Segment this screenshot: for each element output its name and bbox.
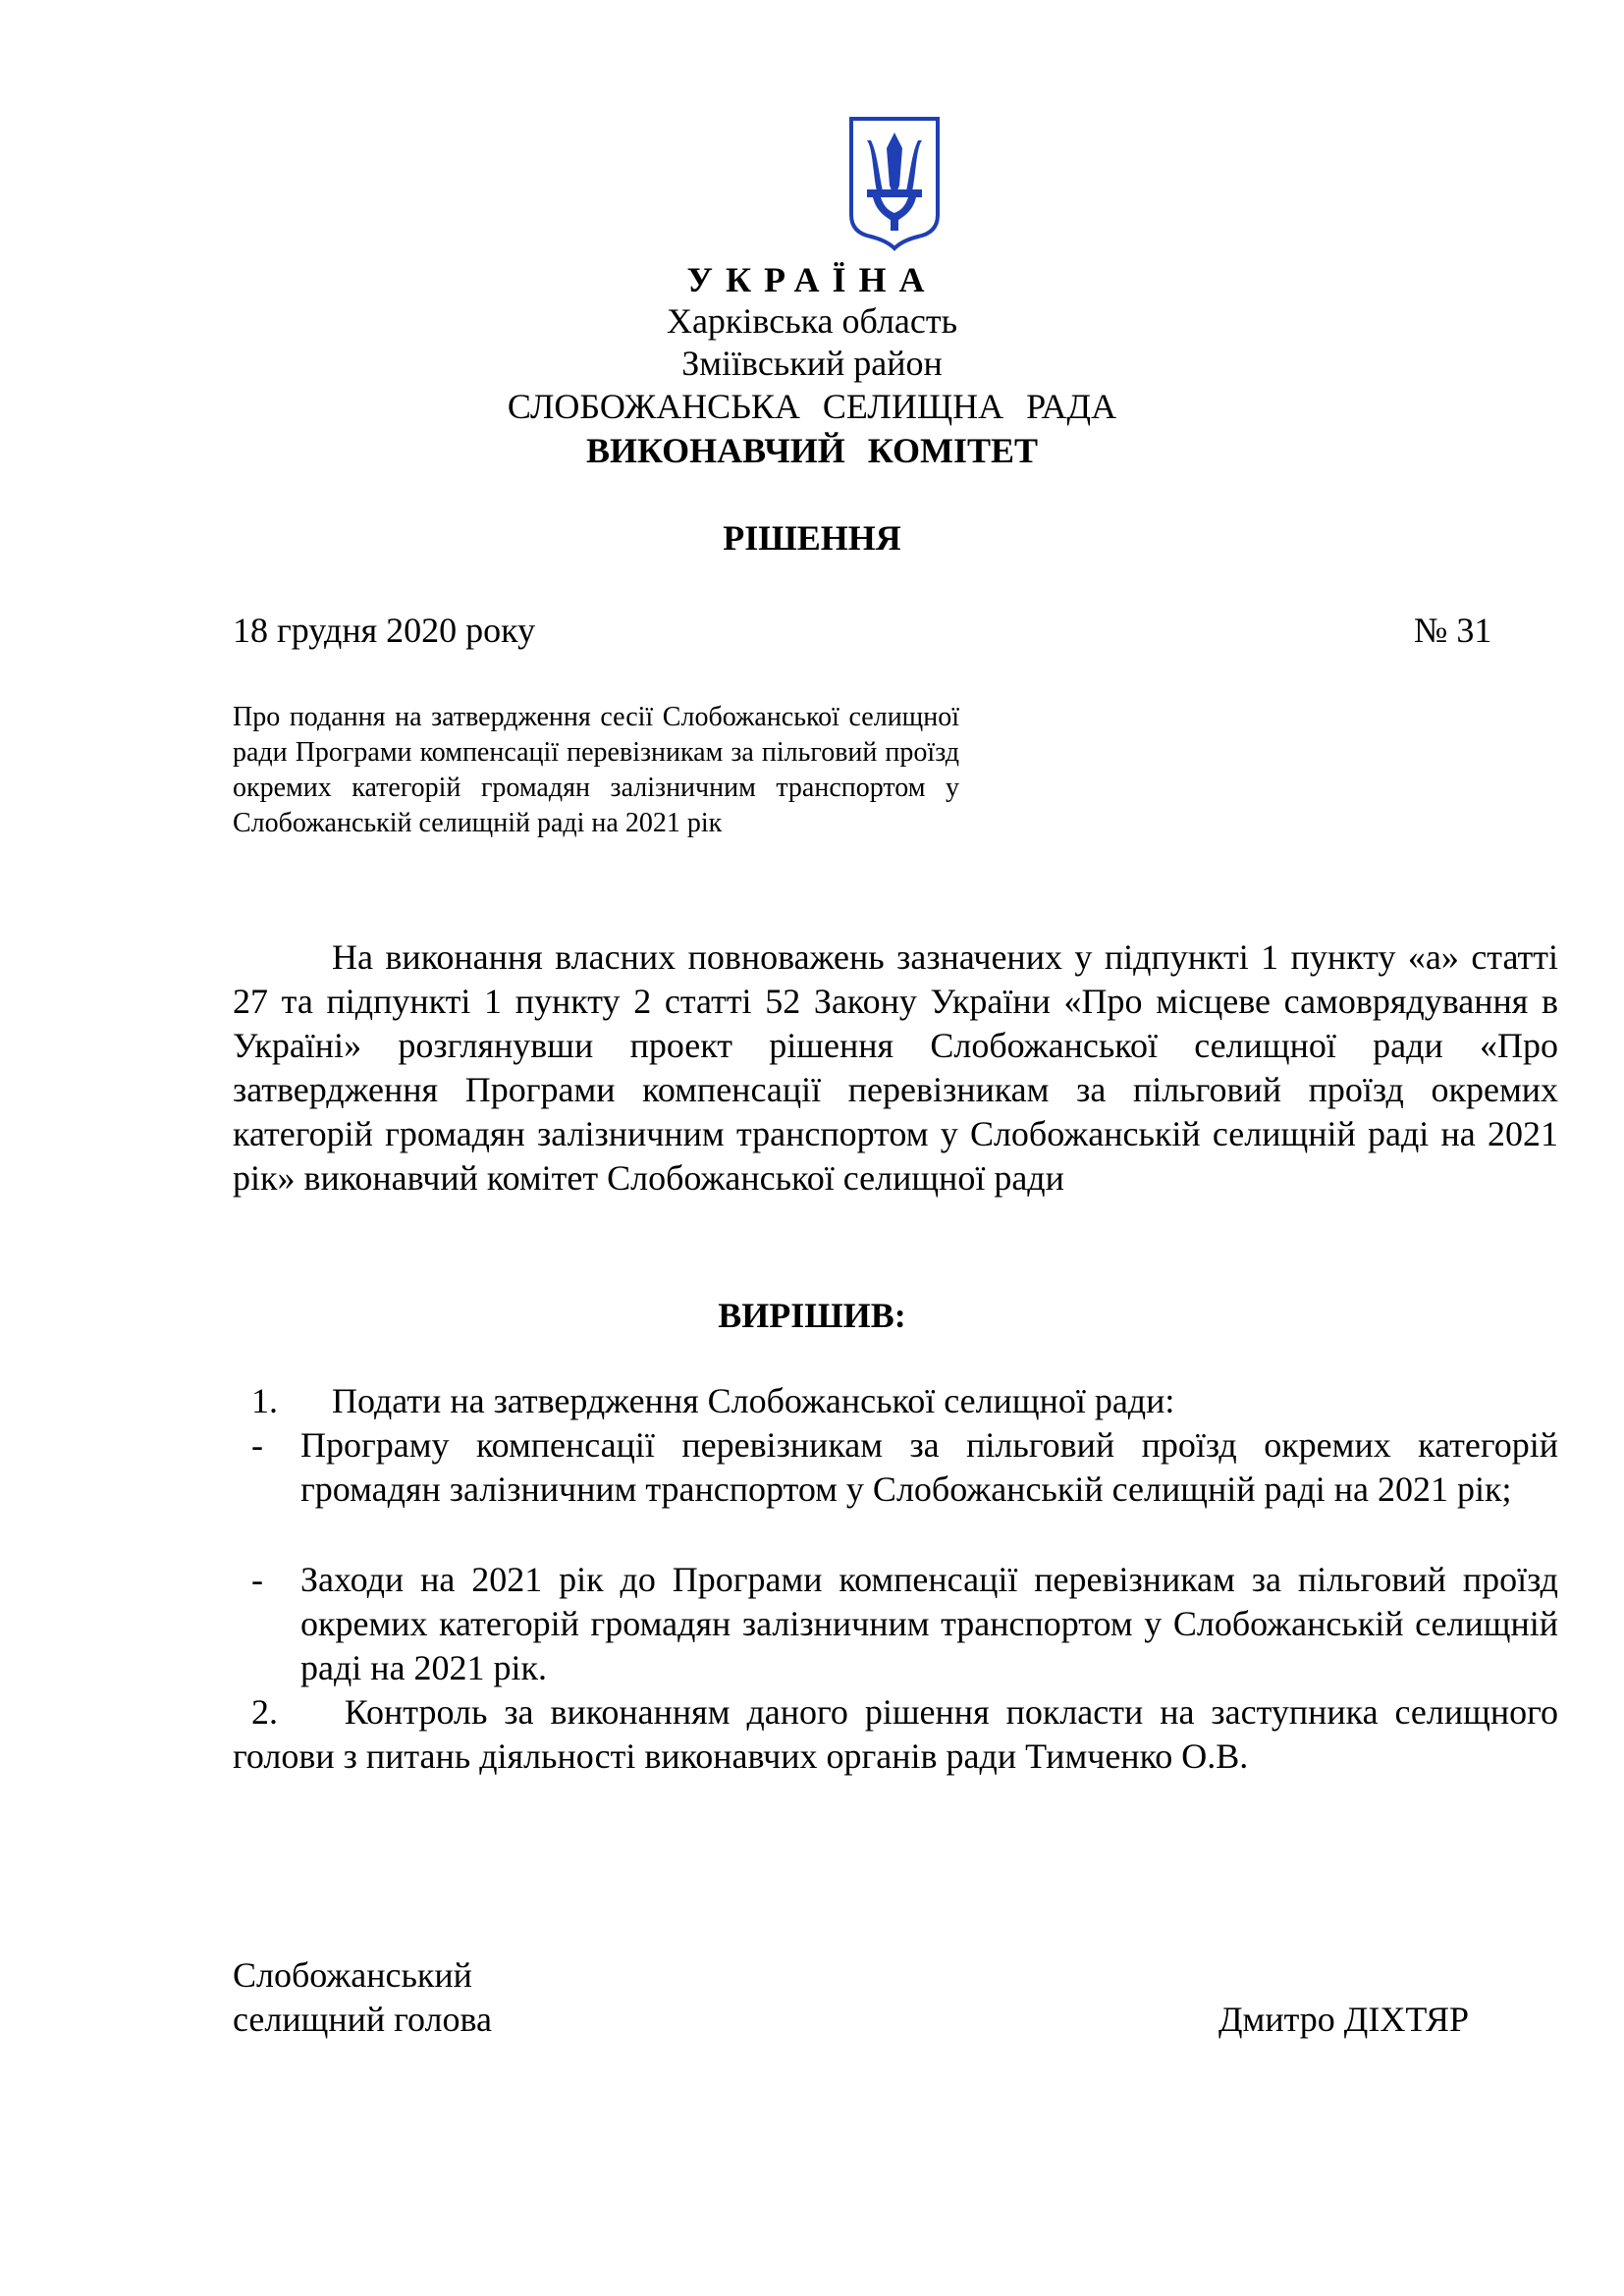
region-line: Харківська область (666, 301, 958, 341)
item-text: Програму компенсації перевізникам за пільговий проїзд окремих категорій громадян залізничним транспортом у Слобожанській селищній раді на 2021 рік; (300, 1425, 1558, 1509)
coat-of-arms-icon (847, 115, 942, 251)
item-number: 1. (251, 1381, 278, 1420)
signatory-title-line1: Слобожанський (233, 1955, 472, 1995)
item-text: Подати на затвердження Слобожанської селищної ради: (332, 1381, 1175, 1420)
document-number: № 31 (1414, 611, 1492, 650)
item-dash: - (251, 1560, 263, 1599)
country-title: УКРАЇНА (686, 260, 938, 299)
committee-line: ВИКОНАВЧИЙ КОМІТЕТ (585, 431, 1039, 470)
item-text: Заходи на 2021 рік до Програми компенсації перевізникам за пільговий проїзд окремих категорій громадян залізничним транспортом у Слобожанській селищній раді на 2021 рік. (300, 1560, 1558, 1687)
document-date: 18 грудня 2020 року (233, 611, 536, 650)
item-dash: - (251, 1425, 263, 1465)
signatory-title-line2: селищний голова (233, 2000, 493, 2039)
document-type: РІШЕННЯ (723, 518, 901, 558)
preamble-paragraph: На виконання власних повноважень зазначених у підпункті 1 пункту «а» статті 27 та підпункті 1 пункту 2 статті 52 Закону України «Про місцеве самоврядування в Україні» розглянувши проект рішення Слобожанської селищної ради «Про затвердження Програми компенсації перевізникам за пільговий проїзд окремих категорій громадян залізничним транспортом у Слобожанській селищній раді на 2021 рік» виконавчий комітет Слобожанської селищної ради (233, 937, 1558, 1198)
signatory-name: Дмитро ДІХТЯР (1218, 2000, 1469, 2039)
decided-heading: ВИРІШИВ: (718, 1296, 906, 1335)
document-subject: Про подання на затвердження сесії Слобожанської селищної ради Програми компенсації перевізникам за пільговий проїзд окремих категорій громадян залізничним транспортом у Слобожанській селищній раді на 2021 рік (233, 702, 959, 838)
district-line: Зміївський район (681, 344, 943, 383)
item-text: 2. Контроль за виконанням даного рішення покласти на заступника селищного голови з питань діяльності виконавчих органів ради Тимченко О.В. (233, 1692, 1558, 1776)
council-line: СЛОБОЖАНСЬКА СЕЛИЩНА РАДА (507, 387, 1117, 426)
